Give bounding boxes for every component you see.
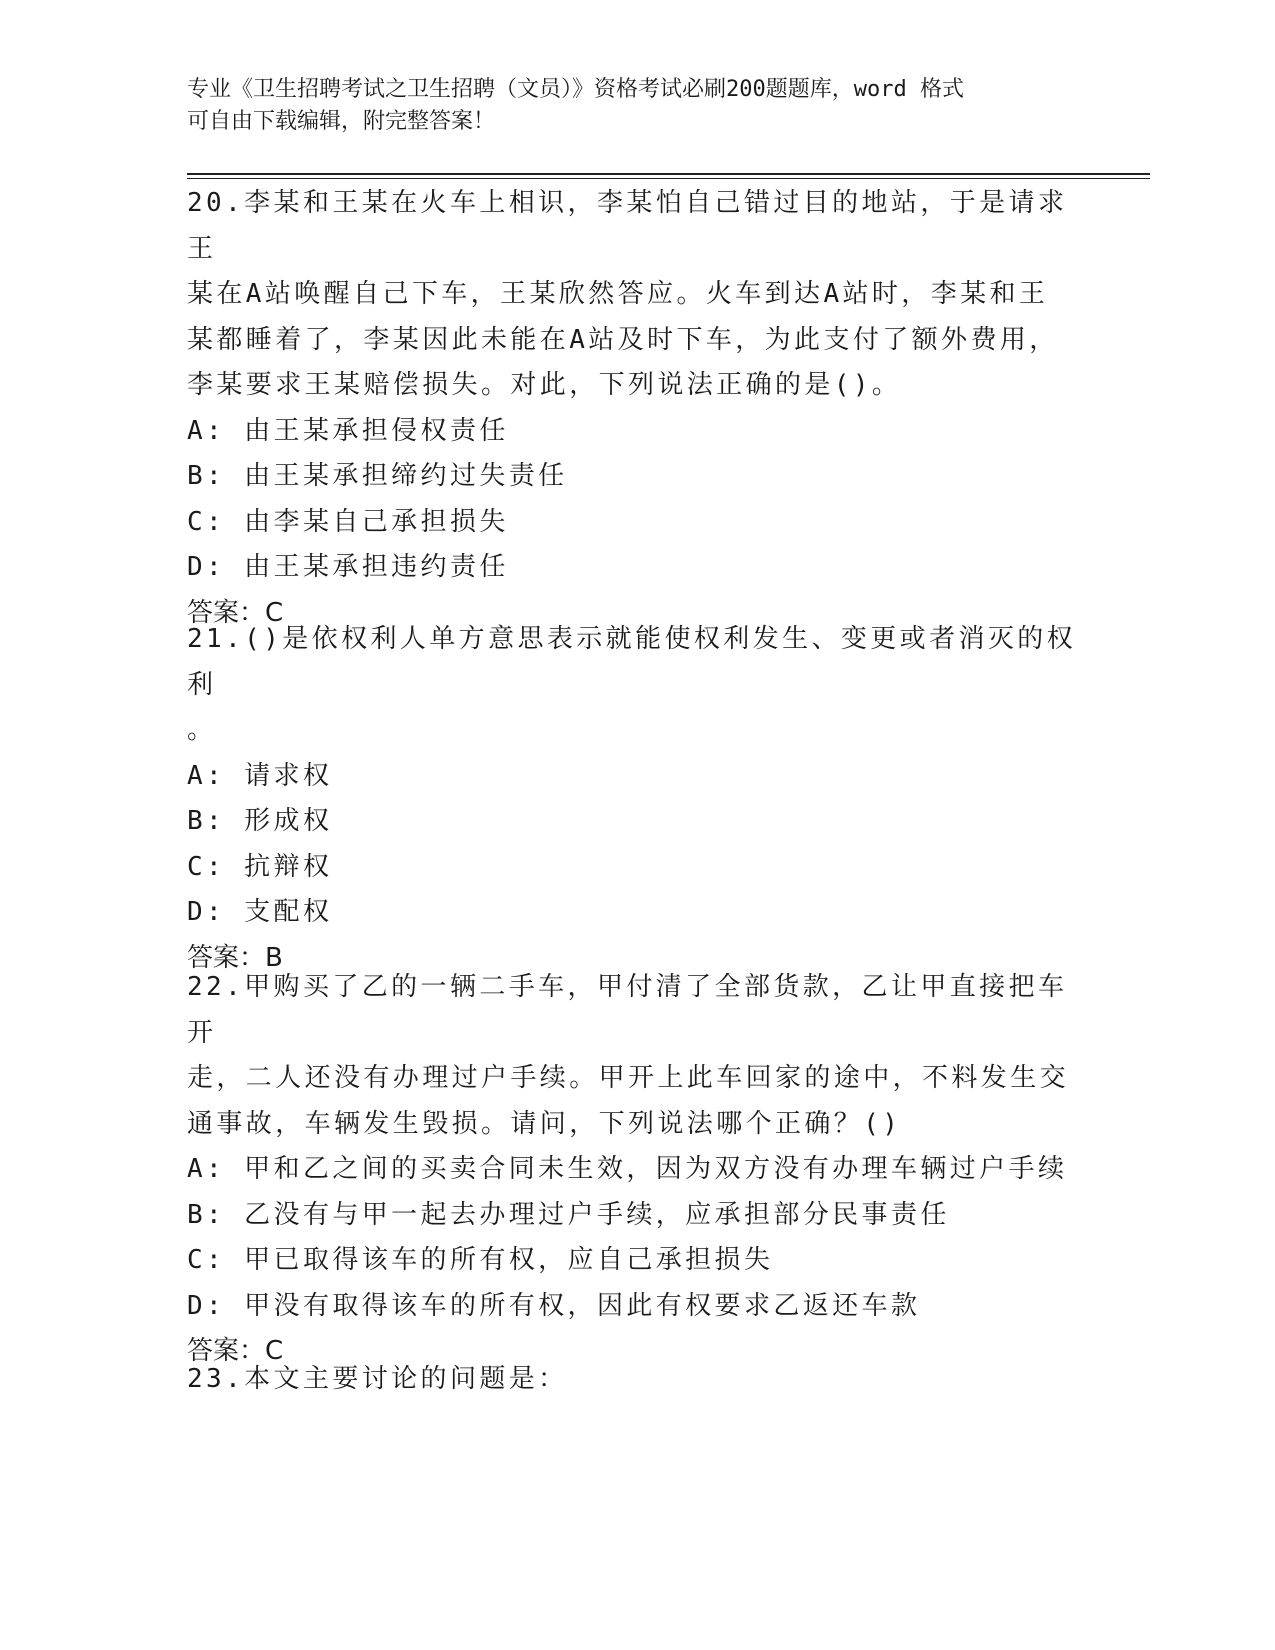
stem-line: 21.()是依权利人单方意思表示就能使权利发生、变更或者消灭的权利	[187, 624, 1077, 700]
answer: 答案：B	[187, 942, 283, 973]
option-c: C: 抗辩权	[187, 851, 333, 882]
stem-line: 走，二人还没有办理过户手续。甲开上此车回家的途中，不料发生交	[187, 1063, 1070, 1093]
stem-line: 22.甲购买了乙的一辆二手车，甲付清了全部货款，乙让甲直接把车开	[187, 972, 1068, 1048]
option-d: D: 由王某承担违约责任	[187, 552, 509, 582]
option-c: C: 甲已取得该车的所有权，应自己承担损失	[187, 1245, 774, 1275]
option-d: D: 支配权	[187, 897, 333, 927]
stem-line: 某都睡着了，李某因此未能在A站及时下车，为此支付了额外费用，	[187, 324, 1059, 355]
header-divider	[187, 173, 1150, 179]
question-21	[187, 617, 1087, 981]
option-a: A: 请求权	[187, 760, 333, 791]
answer: 答案：C	[187, 1336, 284, 1366]
option-a: A: 甲和乙之间的买卖合同未生效，因为双方没有办理车辆过户手续	[187, 1154, 1068, 1184]
option-a: A: 由王某承担侵权责任	[187, 415, 509, 446]
header-line-1: 专业《卫生招聘考试之卫生招聘（文员）》资格考试必刷200题题库，word 格式	[187, 77, 964, 102]
option-c: C: 由李某自己承担损失	[187, 506, 509, 537]
question-stem	[187, 617, 1087, 754]
question-20	[187, 181, 1087, 636]
stem-line: 通事故，车辆发生毁损。请问，下列说法哪个正确？()	[187, 1108, 902, 1139]
stem-line: 20.李某和王某在火车上相识，李某怕自己错过目的地站，于是请求王	[187, 188, 1068, 264]
option-b: B: 形成权	[187, 806, 333, 836]
option-b: B: 乙没有与甲一起去办理过户手续，应承担部分民事责任	[187, 1199, 950, 1230]
question-22	[187, 965, 1087, 1375]
option-d: D: 甲没有取得该车的所有权，因此有权要求乙返还车款	[187, 1290, 921, 1321]
answer: 答案：C	[187, 597, 284, 628]
stem-line: 某在A站唤醒自己下车，王某欣然答应。火车到达A站时，李某和王	[187, 279, 1049, 309]
question-stem	[187, 965, 1087, 1147]
document-header	[187, 74, 1087, 138]
stem-line: 。	[187, 715, 217, 745]
question-stem	[187, 181, 1087, 409]
header-line-2: 可自由下载编辑，附完整答案！	[187, 109, 496, 134]
stem-line: 李某要求王某赔偿损失。对此，下列说法正确的是()。	[187, 370, 902, 400]
option-b: B: 由王某承担缔约过失责任	[187, 461, 568, 491]
question-stem	[187, 1357, 1087, 1403]
question-23	[187, 1357, 1087, 1403]
stem-line: 23.本文主要讨论的问题是：	[187, 1364, 568, 1394]
